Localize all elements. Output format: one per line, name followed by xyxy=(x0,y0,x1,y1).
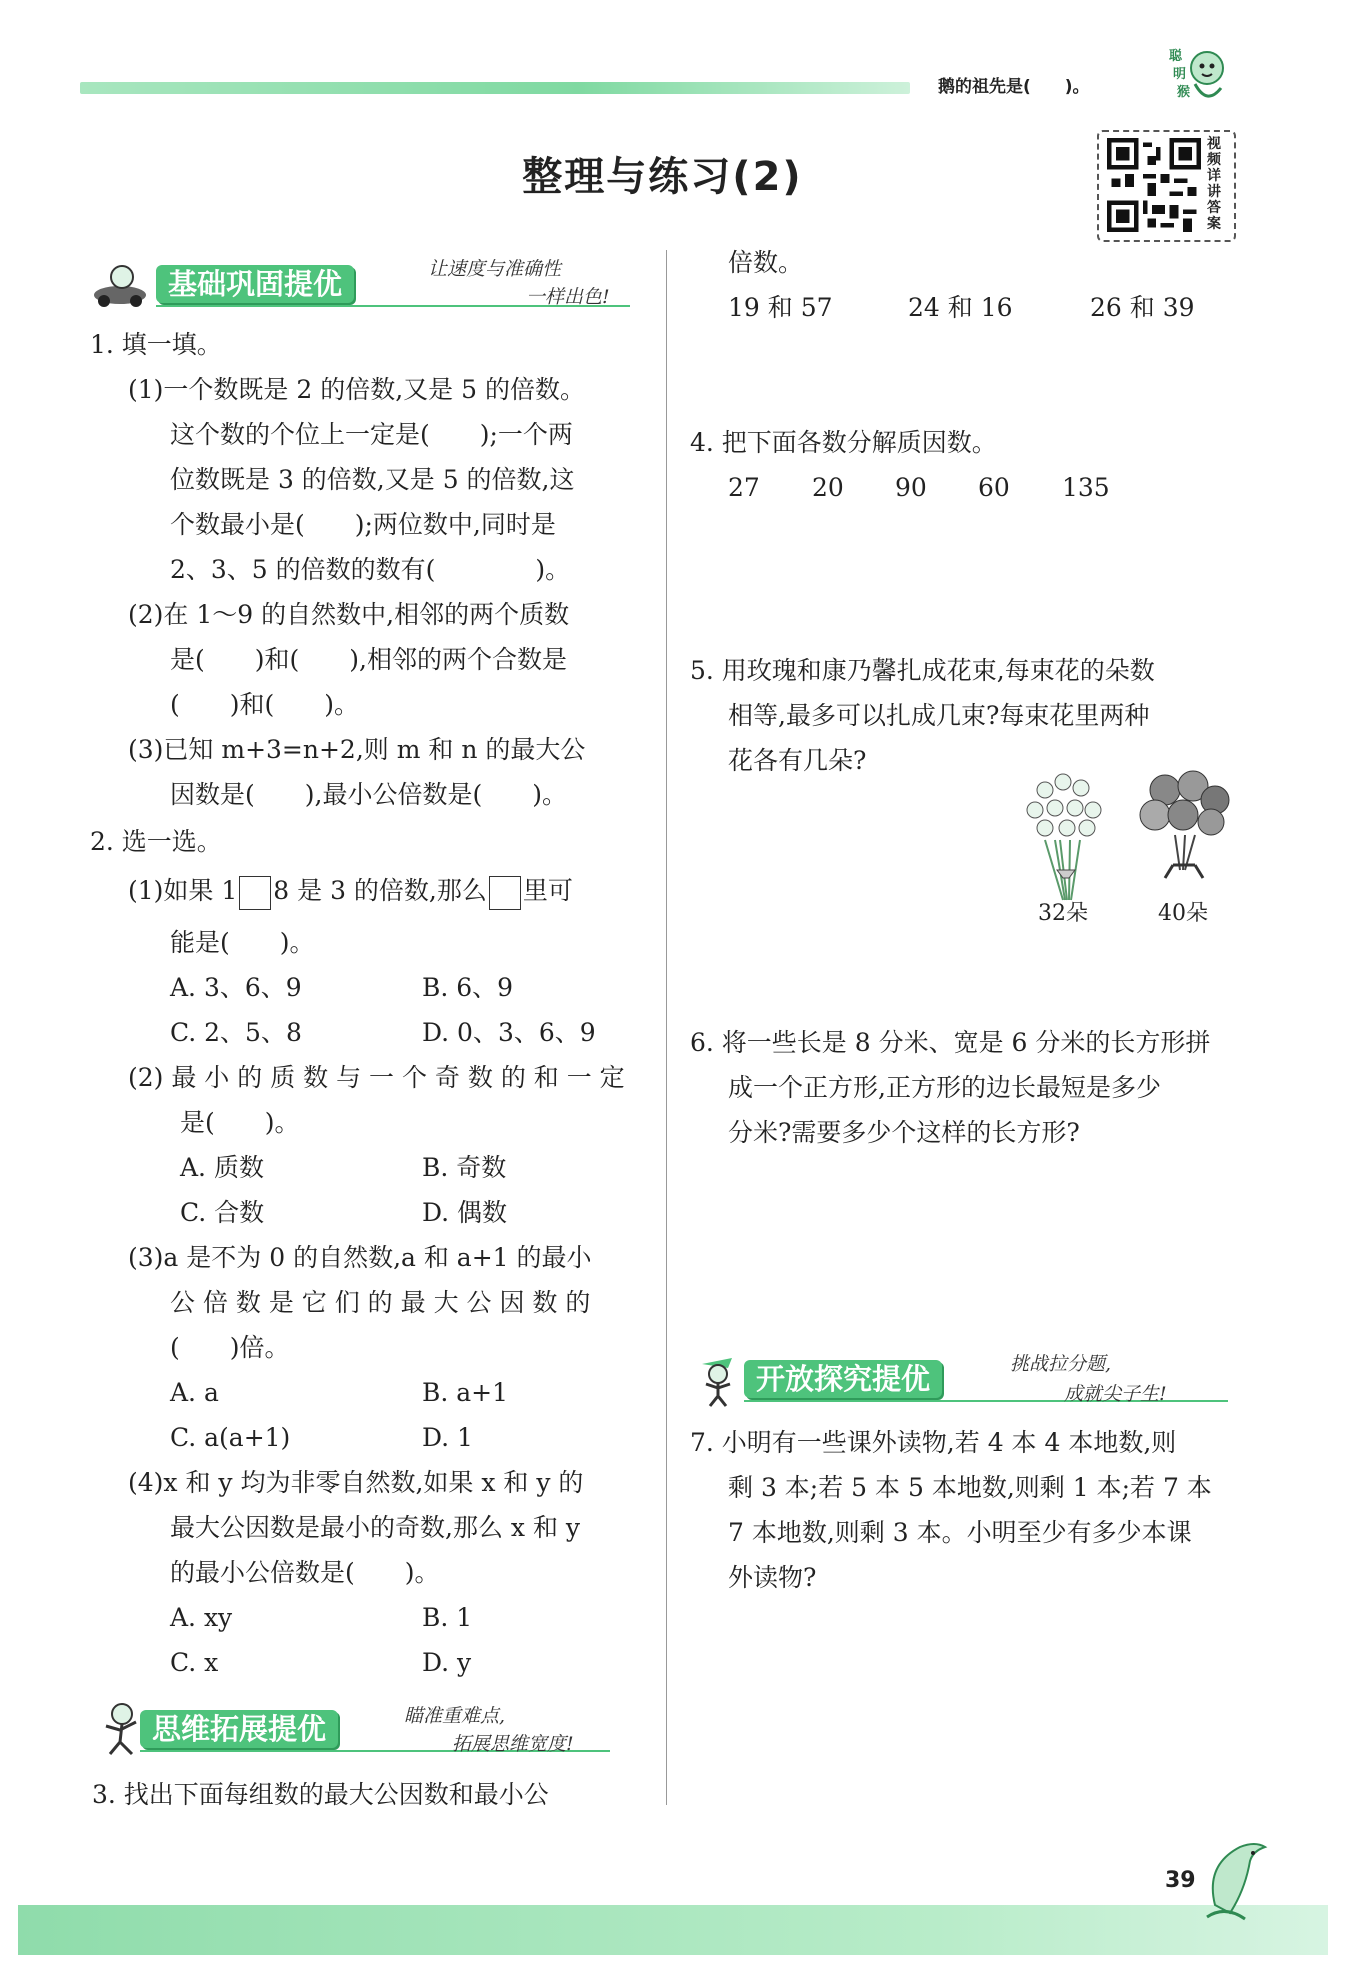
option-c[interactable]: C. 2、5、8 xyxy=(170,1018,302,1047)
q1-1-line-1: (1)一个数既是 2 的倍数,又是 5 的倍数。 xyxy=(128,375,585,404)
svg-text:聪: 聪 xyxy=(1169,49,1183,64)
motto-line-2: 拓展思维宽度! xyxy=(452,1733,574,1755)
question-7-line-2: 剩 3 本;若 5 本 5 本地数,则剩 1 本;若 7 本 xyxy=(728,1473,1212,1502)
carnation-bouquet-icon xyxy=(1140,771,1229,878)
q2-1-line-2: 能是( )。 xyxy=(170,928,315,957)
footer-band xyxy=(18,1905,1328,1955)
page-number: 39 xyxy=(1165,1868,1196,1893)
question-7-line-3: 7 本地数,则剩 3 本。小明至少有多少本课 xyxy=(728,1518,1192,1547)
number-item: 20 xyxy=(812,473,844,502)
number-item: 90 xyxy=(895,473,927,502)
section-tag-basic: 基础巩固提优 xyxy=(156,265,354,303)
riddle-text: 鹅的祖先是( )。 xyxy=(938,77,1090,97)
option-c[interactable]: C. x xyxy=(170,1648,219,1677)
q1-1-line-4: 个数最小是( );两位数中,同时是 xyxy=(170,510,556,539)
q2-2-line-2: 是( )。 xyxy=(180,1108,300,1137)
q2-4-line-2: 最大公因数是最小的奇数,那么 x 和 y xyxy=(170,1513,581,1542)
question-1-title: 1. 填一填。 xyxy=(90,330,222,359)
q2-1-text-c: 里可 xyxy=(522,876,573,905)
question-5-line-1: 5. 用玫瑰和康乃馨扎成花束,每束花的朵数 xyxy=(690,656,1155,685)
rose-bouquet-icon xyxy=(1027,774,1101,900)
q2-2-line-1: (2) 最 小 的 质 数 与 一 个 奇 数 的 和 一 定 xyxy=(128,1063,625,1092)
qr-code-icon xyxy=(1107,138,1201,232)
option-d[interactable]: D. 偶数 xyxy=(422,1198,508,1227)
q2-4-line-3: 的最小公倍数是( )。 xyxy=(170,1558,440,1587)
number-group: 19 和 57 xyxy=(728,293,833,322)
option-d[interactable]: D. y xyxy=(422,1648,472,1677)
section-banner-thinking xyxy=(92,1700,632,1758)
monkey-mascot-icon xyxy=(1165,40,1235,110)
option-d[interactable]: D. 0、3、6、9 xyxy=(422,1018,596,1047)
blank-box[interactable] xyxy=(239,876,271,910)
page-title: 整理与练习(2) xyxy=(522,154,803,200)
q2-4-line-1: (4)x 和 y 均为非零自然数,如果 x 和 y 的 xyxy=(128,1468,584,1497)
q1-3-line-2: 因数是( ),最小公倍数是( )。 xyxy=(170,780,567,809)
motto-line-2: 一样出色! xyxy=(526,286,610,308)
q1-1-line-2: 这个数的个位上一定是( );一个两 xyxy=(170,420,573,449)
q1-2-line-2: 是( )和( ),相邻的两个合数是 xyxy=(170,645,567,674)
option-b[interactable]: B. 6、9 xyxy=(422,973,514,1002)
option-a[interactable]: A. a xyxy=(170,1378,219,1407)
question-7-line-1: 7. 小明有一些课外读物,若 4 本 4 本地数,则 xyxy=(690,1428,1177,1457)
option-a[interactable]: A. 3、6、9 xyxy=(170,973,302,1002)
q2-3-line-1: (3)a 是不为 0 的自然数,a 和 a+1 的最小 xyxy=(128,1243,592,1272)
explorer-kid-icon xyxy=(688,1350,748,1408)
q2-1-text-b: 8 是 3 的倍数,那么 xyxy=(273,876,487,905)
motto-line-1: 瞄准重难点, xyxy=(404,1705,506,1727)
header-band xyxy=(80,82,910,94)
question-6-line-2: 成一个正方形,正方形的边长最短是多少 xyxy=(728,1073,1161,1102)
section-tag-open: 开放探究提优 xyxy=(744,1360,942,1398)
option-b[interactable]: B. a+1 xyxy=(422,1378,509,1407)
option-a[interactable]: A. 质数 xyxy=(180,1153,264,1182)
qr-code[interactable] xyxy=(1097,130,1236,242)
number-item: 27 xyxy=(728,473,760,502)
option-b[interactable]: B. 1 xyxy=(422,1603,473,1632)
blank-box[interactable] xyxy=(489,876,521,910)
carnation-count-label: 40朵 xyxy=(1158,901,1208,926)
motto-line-1: 让速度与准确性 xyxy=(428,258,562,280)
q2-3-line-2: 公 倍 数 是 它 们 的 最 大 公 因 数 的 xyxy=(170,1288,591,1317)
section-tag-thinking: 思维拓展提优 xyxy=(140,1710,338,1748)
qr-label: 视频详讲答案 xyxy=(1207,136,1221,232)
question-6-line-1: 6. 将一些长是 8 分米、宽是 6 分米的长方形拼 xyxy=(690,1028,1211,1057)
q1-1-line-5: 2、3、5 的倍数的数有( )。 xyxy=(170,555,571,584)
option-b[interactable]: B. 奇数 xyxy=(422,1153,507,1182)
option-a[interactable]: A. xy xyxy=(170,1603,233,1632)
q1-2-line-3: ( )和( )。 xyxy=(170,690,360,719)
q1-1-line-3: 位数既是 3 的倍数,又是 5 的倍数,这 xyxy=(170,465,575,494)
question-3-line-1: 3. 找出下面每组数的最大公因数和最小公 xyxy=(92,1780,549,1809)
question-7-line-4: 外读物? xyxy=(728,1563,817,1592)
dolphin-icon xyxy=(1195,1835,1280,1925)
column-divider xyxy=(666,250,667,1805)
question-2-title: 2. 选一选。 xyxy=(90,827,222,856)
svg-text:明: 明 xyxy=(1173,67,1187,82)
q2-1-line-1 xyxy=(128,868,573,913)
number-item: 60 xyxy=(978,473,1010,502)
section-banner-open xyxy=(688,1350,1248,1408)
q1-3-line-1: (3)已知 m+3=n+2,则 m 和 n 的最大公 xyxy=(128,735,586,764)
question-4-title: 4. 把下面各数分解质因数。 xyxy=(690,428,997,457)
motto-line-1: 挑战拉分题, xyxy=(1010,1353,1112,1375)
q2-1-text-a: (1)如果 1 xyxy=(128,876,238,905)
question-5-line-3: 花各有几朵? xyxy=(728,746,867,775)
option-c[interactable]: C. a(a+1) xyxy=(170,1423,291,1452)
question-5-line-2: 相等,最多可以扎成几束?每束花里两种 xyxy=(728,701,1150,730)
svg-text:猴: 猴 xyxy=(1177,85,1191,100)
section-banner-basic xyxy=(90,255,650,313)
option-c[interactable]: C. 合数 xyxy=(180,1198,265,1227)
racer-mascot-icon xyxy=(90,255,150,313)
rose-count-label: 32朵 xyxy=(1038,901,1088,926)
question-3-line-2: 倍数。 xyxy=(728,248,804,277)
q1-2-line-1: (2)在 1～9 的自然数中,相邻的两个质数 xyxy=(128,600,570,629)
number-item: 135 xyxy=(1062,473,1110,502)
option-d[interactable]: D. 1 xyxy=(422,1423,473,1452)
motto-line-2: 成就尖子生! xyxy=(1064,1383,1167,1405)
number-group: 24 和 16 xyxy=(908,293,1013,322)
q2-3-line-3: ( )倍。 xyxy=(170,1333,290,1362)
question-6-line-3: 分米?需要多少个这样的长方形? xyxy=(728,1118,1080,1147)
number-group: 26 和 39 xyxy=(1090,293,1195,322)
